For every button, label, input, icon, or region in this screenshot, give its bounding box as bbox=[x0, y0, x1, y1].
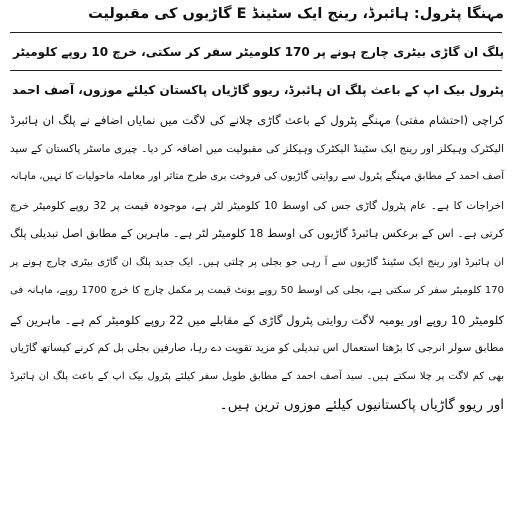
article-line: 170 کلومیٹر سفر کر سکتی ہے، بجلی کی اوسط 50 روپے یونٹ قیمت پر مکمل چارج کا خرچ 1700 روپے، ماہانہ فی bbox=[10, 285, 504, 296]
article-line: اور ریوو گاڑیاں پاکستانیوں کیلئے موزوں ترین ہیں۔ bbox=[219, 397, 504, 413]
article-line: آصف احمد کے مطابق مہنگے پٹرول سے روایتی گاڑیوں کی فروخت بری طرح متاثر اور معاملہ ماحولیات کا نہیں، ماہانہ bbox=[10, 171, 504, 182]
headline-line-2: پلگ ان گاڑی بیٹری چارج ہونے پر 170 کلومیٹر سفر کر سکتی، خرچ 10 روپے کلومیٹر bbox=[12, 45, 504, 59]
article-line: کرتی ہے۔ اس کے برعکس ہائبرڈ گاڑیوں کی اوسط 18 کلومیٹر لٹر ہے۔ ماہرین کے مطابق اصل تبدیلی پلگ bbox=[10, 227, 504, 240]
article-line: کراچی (احتشام مفتی) مہنگے پٹرول کے باعث گاڑی چلانے کی لاگت میں نمایاں اضافے نے پلگ ان ہائبرڈ bbox=[10, 113, 504, 127]
article-line: کلومیٹر 10 روپے اور یومیہ لاگت روایتی پٹرول گاڑی کے مقابلے میں 22 روپے کلومیٹر کم ہے۔ ماہرین کے bbox=[10, 312, 504, 327]
article-body bbox=[10, 106, 504, 420]
headline-line-3: پٹرول بیک اپ کے باعث پلگ ان ہائبرڈ، ریوو گاڑیاں پاکستان کیلئے موزوں، آصف احمد bbox=[12, 83, 504, 97]
headline-divider bbox=[10, 70, 502, 71]
headline-line-1: مہنگا پٹرول: ہائبرڈ، رینج ایک سٹینڈ E گاڑیوں کی مقبولیت bbox=[88, 6, 504, 22]
article-line: بھی کم لاگت پر چلا سکتے ہیں۔ سید آصف احمد کے مطابق طویل سفر کیلئے پٹرول بیک اپ کے باعث پلگ ان ہائبرڈ bbox=[10, 370, 504, 382]
headline bbox=[10, 4, 504, 100]
article-line: مطابق سولر انرجی کا بڑھتا استعمال اس تبدیلی کو مزید تقویت دے رہا، صارفین بجلی بل کم کرنے کیساتھ گاڑیاں bbox=[10, 342, 504, 354]
headline-divider bbox=[10, 32, 502, 33]
article-line: ان ہائبرڈ اور رینج ایک سٹینڈ گاڑیوں سے آ رہی جو بجلی پر چلتی ہیں۔ ایک جدید پلگ ان گاڑی بیٹری چارج ہونے پر bbox=[10, 256, 504, 268]
article-line: اخراجات کا ہے۔ عام پٹرول گاڑی جس کی اوسط 10 کلومیٹر لٹر ہے، موجودہ قیمت پر 32 روپے کلومیٹر خرچ bbox=[10, 199, 504, 212]
article-line: الیکٹرک وہیکلز اور رینج ایک سٹینڈ الیکٹرک وہیکلز کی مقبولیت میں اضافہ کر دیا۔ چیری ماسٹر پاکستان کے سید bbox=[10, 142, 504, 155]
